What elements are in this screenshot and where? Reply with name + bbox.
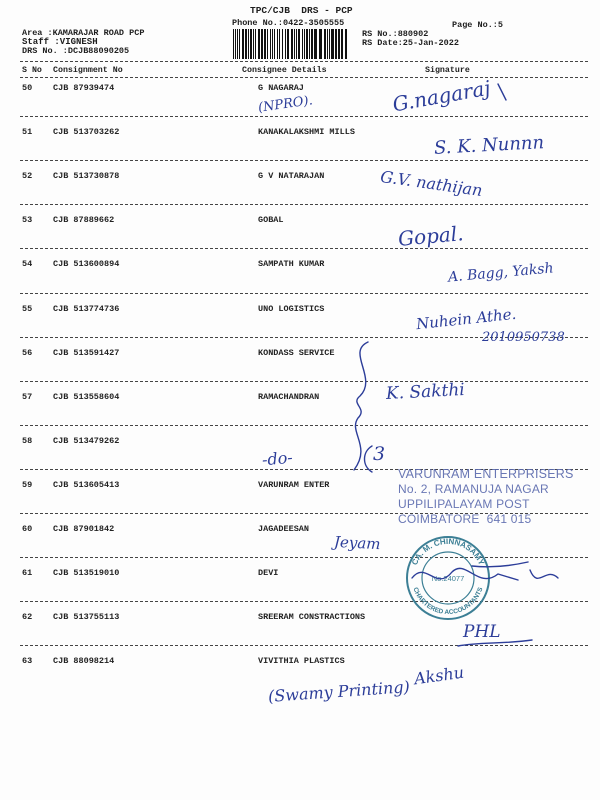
cell-consignment-no: CJB 87901842 [53,524,115,534]
barcode-bar [345,29,347,59]
cell-consignee: UNO LOGISTICS [258,303,325,314]
row-separator [20,557,588,558]
barcode-bar [255,29,256,59]
barcode-bar [267,29,268,59]
row-separator [20,204,588,205]
cell-consignee: JAGADEESAN [258,524,310,534]
barcode-bar [314,29,317,59]
column-header-consignment: Consignment No [53,66,123,75]
barcode-bar [311,29,313,59]
cell-consignment-no: CJB 513605413 [53,479,120,490]
barcode-bar [250,29,252,59]
seal-top-text: CA. M. CHINNASAMY [409,536,487,567]
header-separator [20,61,588,62]
cell-sno: 58 [22,435,33,446]
cell-consignee: RAMACHANDRAN [258,391,320,402]
barcode-bar [235,29,236,59]
handwritten-ditto-note: -do- [261,447,294,470]
cell-sno: 61 [22,568,33,579]
cell-consignment-no: CJB 513774736 [53,303,120,314]
stamp-line: VARUNRAM ENTERPRISERS [398,467,574,481]
handwritten-signature: G.nagaraj [390,75,493,117]
cell-consignee: G NAGARAJ [258,83,304,93]
barcode-bar [329,29,330,59]
cell-consignee: SAMPATH KUMAR [258,259,325,270]
svg-text:CHARTERED ACCOUNTANTS [412,586,485,616]
handwritten-phone: 2010950738 [482,330,565,345]
phone-number: Phone No.:0422-3505555 [232,18,345,28]
column-header-signature: Signature [425,66,470,75]
cell-consignee: G V NATARAJAN [258,171,325,182]
cell-consignment-no: CJB 513519010 [53,568,120,579]
round-seal [404,534,492,622]
barcode-bar [309,29,310,59]
column-header-separator [20,77,588,78]
handwritten-signature: Nuhein Athe. [415,304,518,334]
cell-sno: 63 [22,656,33,667]
barcode-bar [272,29,273,59]
barcode-bar [327,29,328,59]
table-row [0,171,600,183]
barcode-bar [233,29,234,59]
stamp-line: COIMBATORE 641 015 [398,512,532,526]
column-header-consignee: Consignee Details [242,66,327,75]
barcode-bar [341,29,343,59]
cell-consignment-no: CJB 513755113 [53,612,120,623]
handwritten-signature: G.V. nathijan [379,166,484,201]
stamp-line: No. 2, RAMANUJA NAGAR [398,482,549,496]
seal-bottom-text: CHARTERED ACCOUNTANTS [411,586,485,617]
stamp-line: UPPILIPALAYAM POST [398,497,530,511]
cell-sno: 55 [22,303,33,314]
barcode-bar [277,29,278,59]
cell-consignment-no: CJB 513591427 [53,347,120,358]
handwritten-note: (Swamy Printing) [267,677,411,706]
cell-sno: 52 [22,171,33,182]
row-separator [20,248,588,249]
barcode-bar [270,29,271,59]
cell-sno: 51 [22,127,33,138]
handwritten-signature: PHL [463,622,501,642]
row-separator [20,293,588,294]
cell-sno: 60 [22,524,33,534]
barcode-bar [282,29,283,59]
barcode-bar [253,29,254,59]
area-field: Area :KAMARAJAR ROAD PCP [22,28,145,38]
rs-number: RS No.:880902 [362,29,429,39]
barcode-bar [279,29,280,59]
company-stamp [398,467,574,527]
table-row [0,436,600,448]
handwritten-signature: A. Bagg, Yaksh [447,260,555,286]
cell-sno: 50 [22,83,33,93]
drs-number: DRS No. :DCJB88090205 [22,46,130,56]
barcode-bar [294,29,295,59]
barcode-bar [302,29,303,59]
cell-sno: 62 [22,612,33,623]
table-row [0,392,600,404]
barcode-bar [338,29,340,59]
barcode-bar [287,29,289,59]
cell-consignee: SREERAM CONSTRACTIONS [258,612,366,623]
barcode-bar [285,29,286,59]
table-row [0,215,600,227]
cell-consignee: GOBAL [258,215,284,226]
barcode-bar [239,29,240,59]
row-separator [20,116,588,117]
row-separator [20,425,588,426]
cell-consignment-no: CJB 513479262 [53,435,120,446]
cell-consignment-no: CJB 513703262 [53,127,120,138]
cell-sno: 54 [22,259,33,270]
barcode-bar [248,29,249,59]
handwritten-signature: Gopal. [397,221,465,251]
cell-consignment-no: CJB 513600894 [53,259,120,270]
table-row [0,612,600,624]
row-separator [20,381,588,382]
barcode-bar [296,29,297,59]
barcode-bar [298,29,300,59]
handwritten-mark: 3 [373,443,386,465]
cell-sno: 56 [22,347,33,358]
cell-consignment-no: CJB 87889662 [53,215,115,226]
barcode-bar [242,29,244,59]
handwritten-signature: S. K. Nunnn [433,132,545,159]
page-number: Page No.:5 [452,20,504,30]
brace-stroke [354,342,368,470]
cell-consignment-no: CJB 513558604 [53,391,120,402]
cell-consignee: VIVITHIA PLASTICS [258,656,345,667]
table-row [0,568,600,580]
cell-consignee: KONDASS SERVICE [258,347,335,358]
barcode-bar [245,29,247,59]
row-separator [20,601,588,602]
barcode-bar [324,29,326,59]
rs-date: RS Date:25-Jan-2022 [362,38,459,48]
barcode-bar [264,29,266,59]
barcode-bar [274,29,275,59]
cell-sno: 59 [22,479,33,490]
cell-consignee: KANAKALAKSHMI MILLS [258,127,355,138]
barcode-bar [304,29,305,59]
cell-consignment-no: CJB 513730878 [53,171,120,182]
barcode-bar [306,29,308,59]
barcode-bar [335,29,337,59]
column-header-sno: S No [22,66,42,75]
barcode-bar [258,29,260,59]
handwritten-signature: Akshu [412,662,466,689]
barcode-bar [237,29,238,59]
cell-consignee: VARUNRAM ENTER [258,479,330,490]
seal-center-text: No.24077 [431,574,465,583]
staff-field: Staff :VIGNESH [22,37,98,47]
row-separator [20,645,588,646]
handwritten-signature: K. Sakthi [385,379,466,405]
barcode-bar [291,29,293,59]
barcode [232,29,350,59]
handwritten-signature: Jeyam [333,532,381,554]
cell-consignment-no: CJB 88098214 [53,656,115,667]
barcode-bar [331,29,334,59]
cell-sno: 53 [22,215,33,226]
cell-consignee: DEVI [258,568,279,579]
table-row [0,656,600,668]
cell-sno: 57 [22,391,33,402]
handwritten-note: (NPRO). [257,93,314,116]
barcode-bar [261,29,263,59]
barcode-bar [319,29,322,59]
row-separator [20,160,588,161]
cell-consignment-no: CJB 87939474 [53,83,115,93]
table-row [0,83,600,95]
sheet-title: TPC/CJB DRS - PCP [250,5,353,16]
table-row [0,348,600,360]
